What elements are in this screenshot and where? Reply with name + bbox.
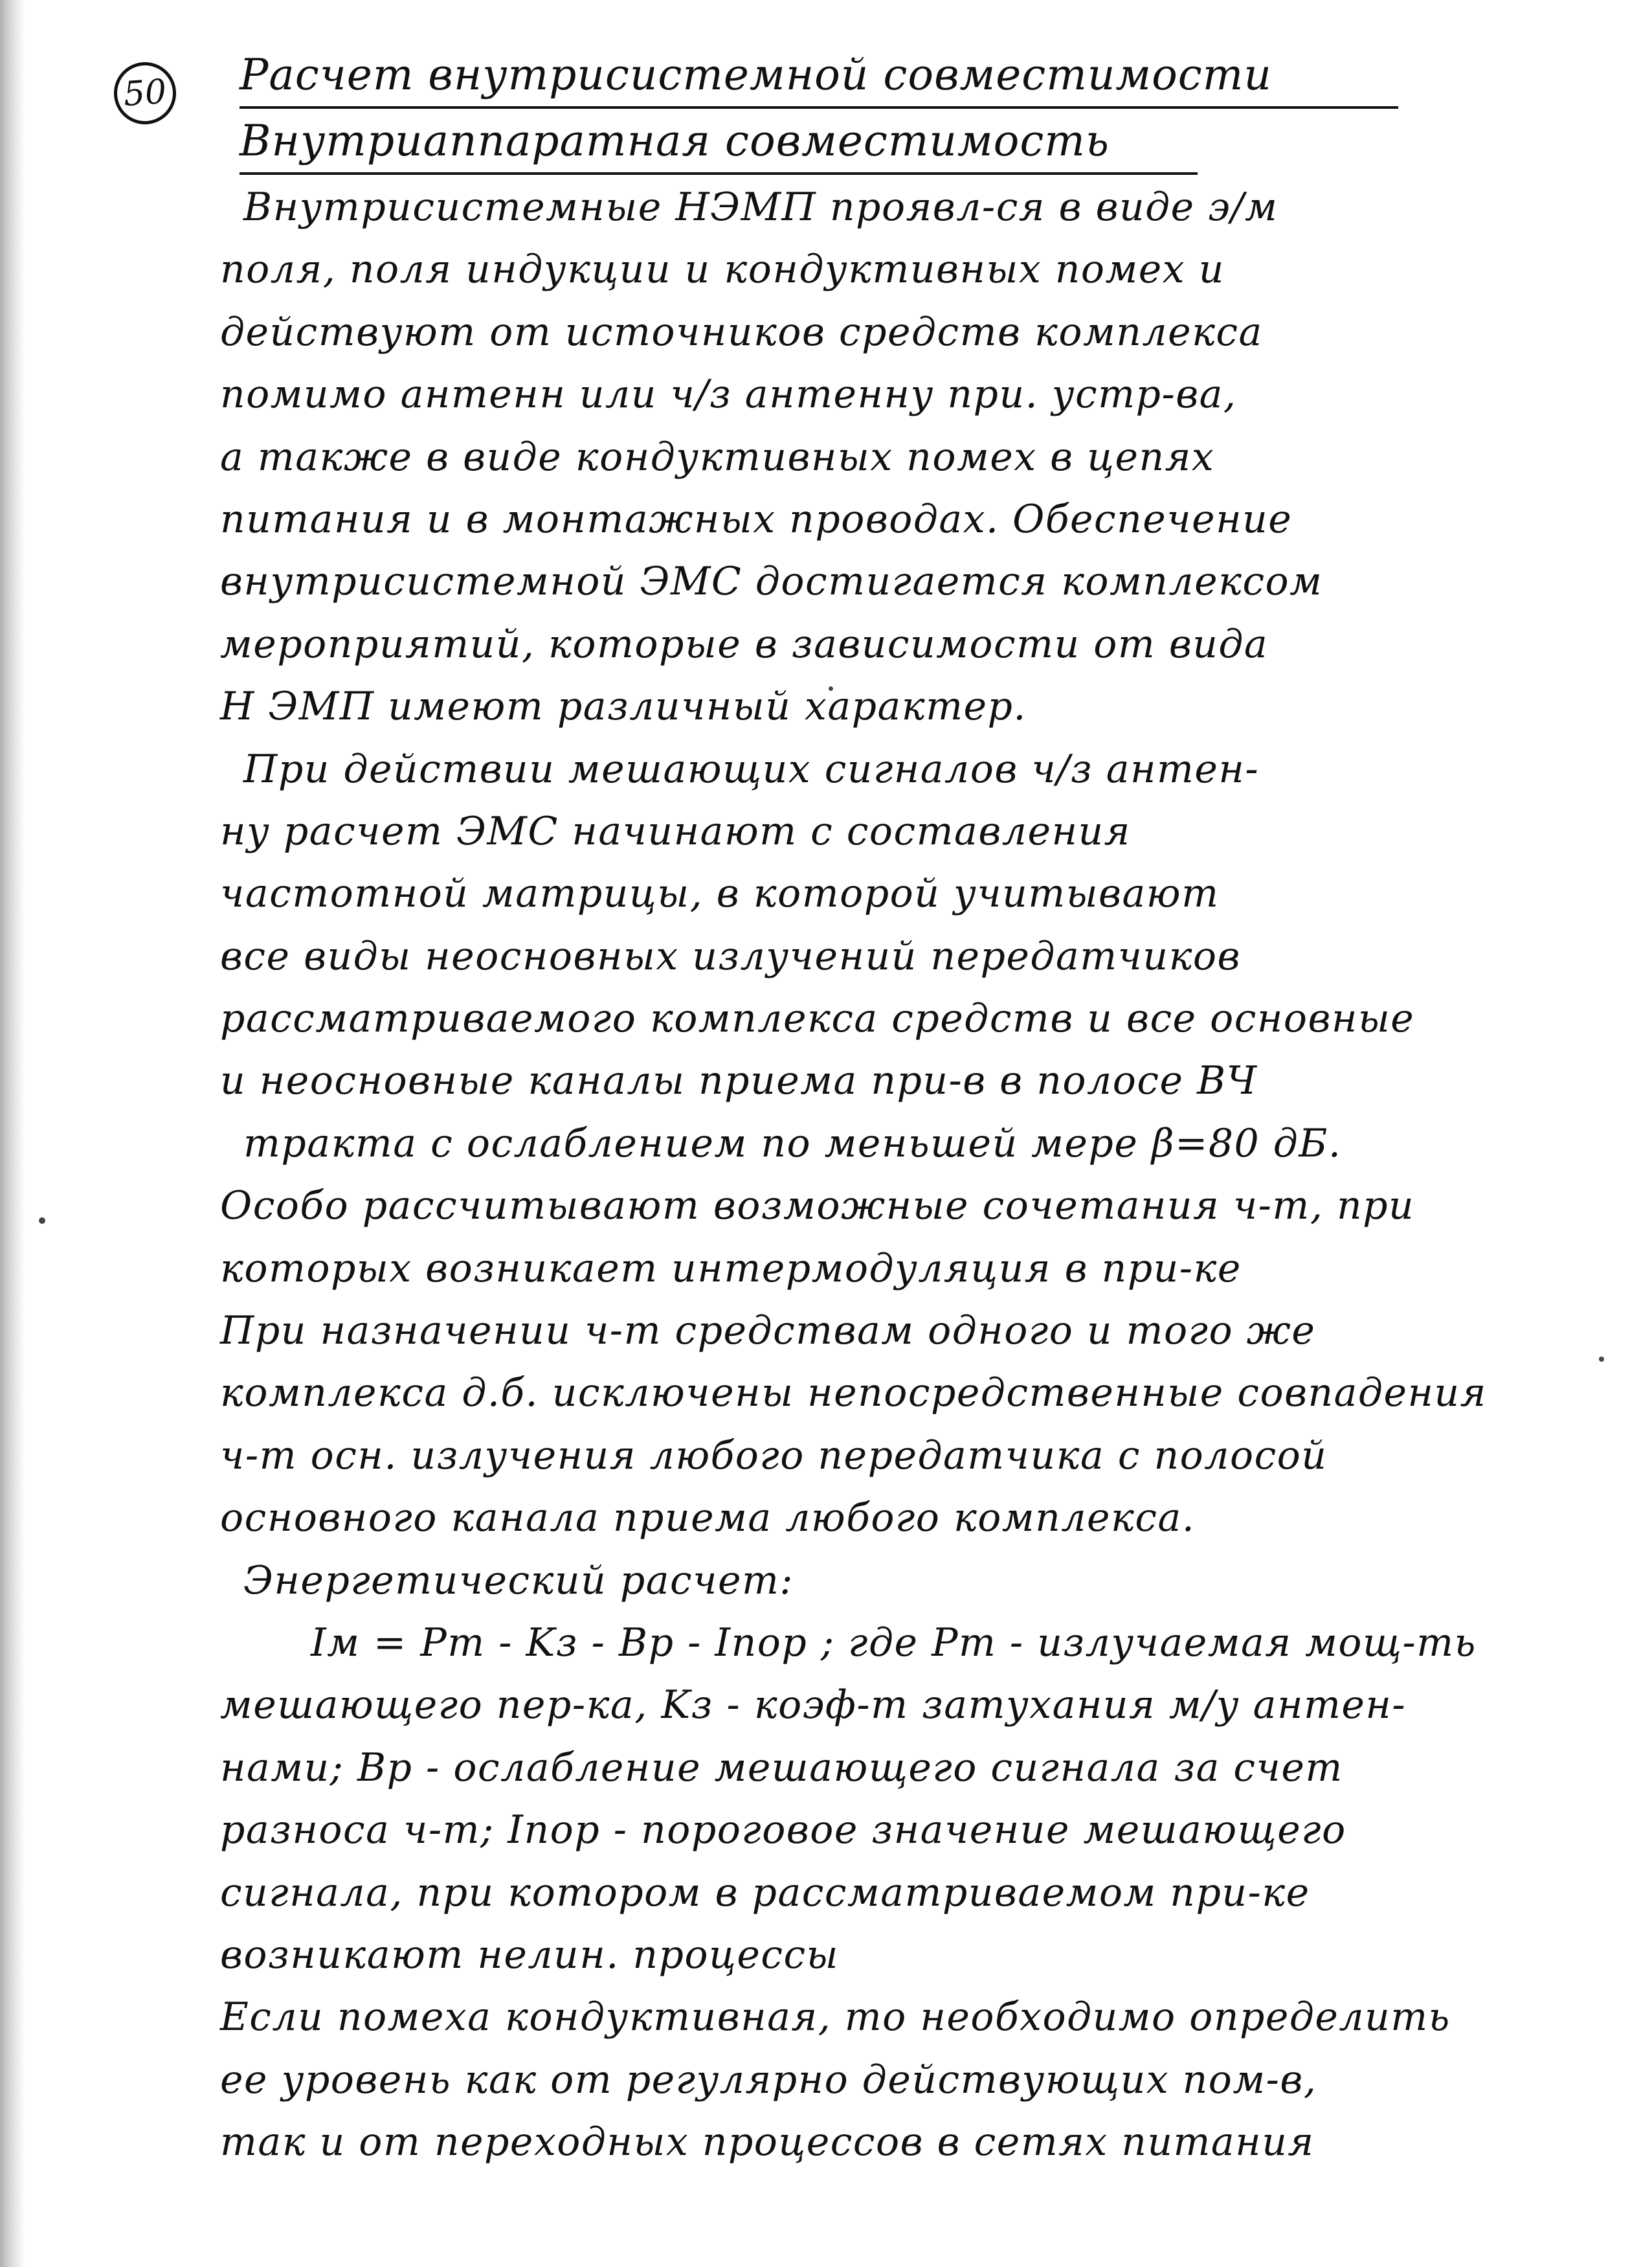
text-line: Если помеха кондуктивная, то необходимо определить	[220, 1994, 1451, 2040]
text-line: мешающего пер-ка, Kз - коэф-т затухания м/у антен-	[220, 1682, 1407, 1728]
scan-speck	[39, 1217, 45, 1224]
text-line: Энергетический расчет:	[243, 1557, 794, 1603]
text-line: помимо антенн или ч/з антенну при. устр-ва,	[220, 372, 1237, 418]
text-line: ее уровень как от регулярно действующих пом-в,	[220, 2057, 1317, 2103]
text-line: ну расчет ЭМС начинают с составления	[220, 808, 1131, 854]
scan-shadow-edge	[0, 0, 25, 2267]
text-line: мероприятий, которые в зависимости от вида	[220, 621, 1269, 667]
text-line: тракта с ослаблением по меньшей мере β=80 дБ.	[243, 1120, 1342, 1166]
text-line: и неосновные каналы приема при-в в полосе ВЧ	[220, 1058, 1258, 1104]
text-line: разноса ч-т; Iпор - пороговое значение мешающего	[220, 1807, 1346, 1853]
title-line-1: Расчет внутрисистемной совместимости	[240, 45, 1398, 109]
text-line: рассматриваемого комплекса средств и все основные	[220, 996, 1415, 1042]
text-line: частотной матрицы, в которой учитывают	[220, 871, 1220, 917]
text-line: поля, поля индукции и кондуктивных помех и	[220, 247, 1225, 293]
text-line: основного канала приема любого комплекса.	[220, 1495, 1196, 1541]
text-line: питания и в монтажных проводах. Обеспечение	[220, 496, 1293, 542]
text-line: ч-т осн. излучения любого передатчика с полосой	[220, 1432, 1328, 1478]
text-line: комплекса д.б. исключены непосредственные совпадения	[220, 1370, 1487, 1416]
page-number: 50	[122, 72, 168, 115]
text-line: Особо рассчитывают возможные сочетания ч-т, при	[220, 1183, 1415, 1229]
text-line: возникают нелин. процессы	[220, 1932, 839, 1978]
title-line-2: Внутриаппаратная совместимость	[240, 111, 1198, 175]
text-line: нами; Bр - ослабление мешающего сигнала за счет	[220, 1744, 1343, 1790]
formula-line: Iм = Pт - Kз - Bр - Iпор ; где Pт - излучаемая мощ-ть	[311, 1619, 1477, 1665]
page-number-circle	[112, 60, 178, 126]
text-line: а также в виде кондуктивных помех в цепях	[220, 434, 1215, 480]
text-line: которых возникает интермодуляция в при-ке	[220, 1245, 1242, 1291]
text-line: сигнала, при котором в рассматриваемом при-ке	[220, 1869, 1310, 1915]
text-line: все виды неосновных излучений передатчиков	[220, 933, 1241, 979]
handwritten-body	[220, 176, 1612, 2174]
text-line: внутрисистемной ЭМС достигается комплексом	[220, 559, 1323, 605]
text-line: При назначении ч-т средствам одного и того же	[220, 1308, 1316, 1354]
text-line: Внутрисистемные НЭМП проявл-ся в виде э/м	[243, 185, 1278, 230]
text-line: действуют от источников средств комплекса	[220, 309, 1263, 355]
text-line: так и от переходных процессов в сетях питания	[220, 2119, 1315, 2165]
text-line: Н ЭМП имеют различный характер.	[220, 684, 1027, 730]
title-block	[240, 45, 1482, 175]
text-line: При действии мешающих сигналов ч/з антен-	[243, 746, 1260, 792]
